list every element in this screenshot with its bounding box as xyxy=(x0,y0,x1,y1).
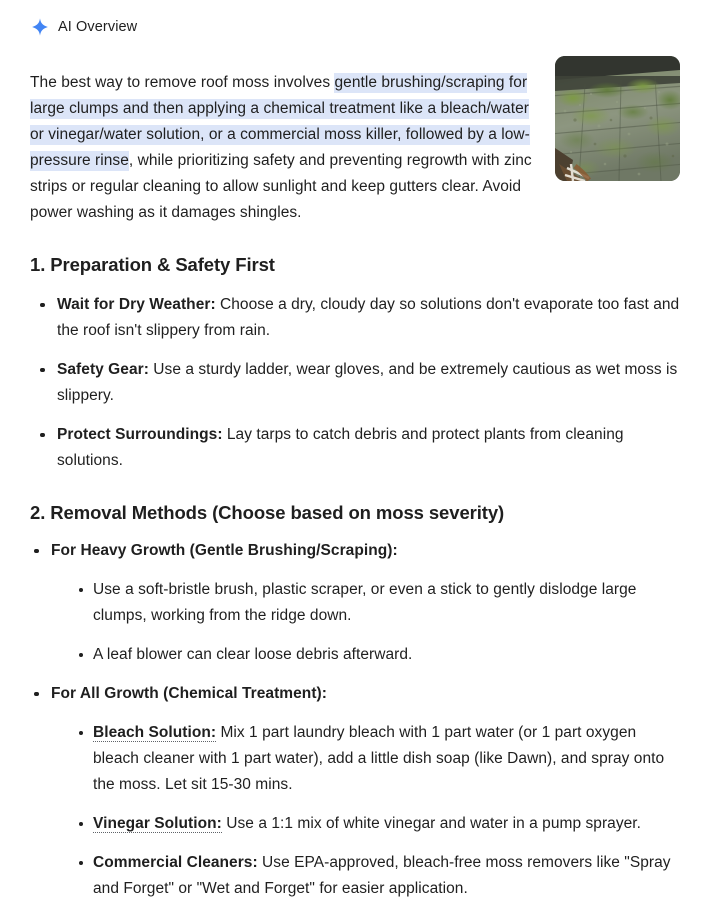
list-item-body: Choose a dry, cloudy day so solutions don't evaporate too fast and the roof isn't slippery from rain. xyxy=(57,295,680,339)
vinegar-solution-term[interactable]: Vinegar Solution: xyxy=(93,814,222,832)
list-item-lead: For Heavy Growth (Gentle Brushing/Scraping): xyxy=(51,541,398,559)
list-item xyxy=(76,850,680,902)
heavy-growth-sub-list xyxy=(51,577,680,668)
section-removal-methods xyxy=(0,500,710,902)
list-item-body: Lay tarps to catch debris and protect plants from cleaning solutions. xyxy=(57,425,624,469)
list-item-lead: For All Growth (Chemical Treatment): xyxy=(51,684,327,702)
section-title: 1. Preparation & Safety First xyxy=(30,253,275,275)
list-item-body: Mix 1 part laundry bleach with 1 part water (or 1 part oxygen bleach cleaner with 1 part water), add a little dish soap (like Dawn), and spray onto the moss. Let sit 15-30 mins. xyxy=(93,723,665,793)
sparkle-icon xyxy=(30,17,50,37)
list-item xyxy=(76,720,680,798)
section-title: 2. Removal Methods (Choose based on moss severity) xyxy=(30,501,505,523)
list-item xyxy=(36,292,680,344)
preparation-bullet-list xyxy=(36,292,680,474)
list-item xyxy=(76,811,680,837)
list-item-lead: Wait for Dry Weather: xyxy=(57,295,216,313)
mossy-roof-image[interactable] xyxy=(555,56,680,181)
list-item-body: A leaf blower can clear loose debris afterward. xyxy=(93,645,413,663)
section-preparation-safety xyxy=(0,252,710,474)
intro-pre-text: The best way to remove roof moss involves xyxy=(30,73,335,91)
list-item xyxy=(76,642,680,668)
list-item xyxy=(30,538,680,668)
ai-overview-label: AI Overview xyxy=(58,19,138,35)
bleach-solution-term[interactable]: Bleach Solution: xyxy=(93,723,217,741)
list-item xyxy=(36,422,680,474)
list-item-body: Use a sturdy ladder, wear gloves, and be extremely cautious as wet moss is slippery. xyxy=(57,360,678,404)
list-item-lead: Protect Surroundings: xyxy=(57,425,223,443)
intro-post-text: , while prioritizing safety and preventing regrowth with zinc strips or regular cleaning to allow sunlight and keep gutters clear. Avoid power washing as it damages shingles. xyxy=(30,151,532,221)
list-item xyxy=(30,681,680,902)
list-item-body: Use a soft-bristle brush, plastic scraper, or even a stick to gently dislodge large clumps, working from the ridge down. xyxy=(93,580,637,624)
list-item xyxy=(36,357,680,409)
list-item-lead: Safety Gear: xyxy=(57,360,149,378)
intro-highlighted-text: gentle brushing/scraping for large clumps and then applying a chemical treatment like a bleach/water or vinegar/water solution, or a commercial moss killer, followed by a low-pressure rinse xyxy=(30,73,530,169)
list-item-body: Use EPA-approved, bleach-free moss removers like "Spray and Forget" or "Wet and Forget" for easier application. xyxy=(93,853,671,897)
intro-block xyxy=(0,40,710,226)
list-item-body: Use a 1:1 mix of white vinegar and water in a pump sprayer. xyxy=(221,814,642,832)
list-item-lead: Commercial Cleaners: xyxy=(93,853,258,871)
ai-overview-header xyxy=(0,0,710,40)
all-growth-sub-list xyxy=(51,720,680,902)
removal-methods-bullet-list xyxy=(30,538,680,902)
list-item xyxy=(76,577,680,629)
